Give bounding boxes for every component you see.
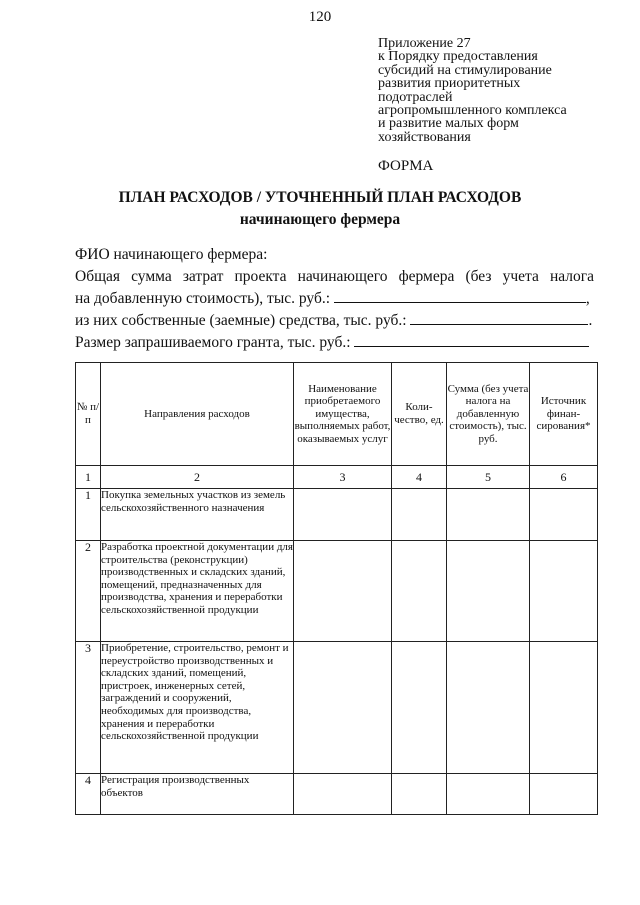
document-title (0, 187, 640, 231)
table-row (76, 774, 598, 815)
total-cost-line-2 (75, 288, 594, 310)
table-header-row (76, 363, 598, 466)
expense-plan-table (75, 362, 598, 815)
appendix-line: агропромышленного комплекса (378, 103, 567, 119)
appendix-line: субсидий на стимулирование (378, 62, 552, 78)
funding-source-cell[interactable] (530, 774, 598, 815)
total-cost-label: на добавленную стоимость), тыс. руб.: (75, 290, 331, 307)
quantity-cell[interactable] (392, 541, 447, 642)
item-name-cell[interactable] (294, 541, 392, 642)
amount-cell[interactable] (447, 774, 530, 815)
fio-field: ФИО начинающего фермера: (75, 246, 268, 263)
page-number: 120 (308, 9, 332, 25)
grant-blank[interactable] (354, 332, 589, 347)
amount-cell[interactable] (447, 541, 530, 642)
word: учета (502, 268, 539, 285)
column-number: 2 (101, 466, 294, 489)
row-number: 2 (76, 541, 101, 642)
appendix-line: хозяйствования (378, 129, 471, 145)
word: начинающего (297, 268, 388, 285)
item-name-cell[interactable] (294, 489, 392, 541)
own-funds-blank[interactable] (410, 310, 588, 325)
appendix-line: подотраслей (378, 89, 453, 105)
appendix-line: Приложение 27 (378, 36, 471, 51)
own-funds-end: . (588, 312, 593, 329)
word: сумма (131, 268, 172, 285)
column-number: 5 (447, 466, 530, 489)
header-item-name: Наименование приобретаемого имущества, выполняемых работ, оказываемых услуг (294, 363, 392, 466)
column-number: 1 (76, 466, 101, 489)
row-description: Приобретение, строительство, ремонт и переустройство производственных и складских зданий, помещений, пристроек, инженерных сетей, заграждений и сооружений, необходимых для производства, хранения и переработки сельскохозяйственной продукции (101, 642, 294, 774)
column-number: 6 (530, 466, 598, 489)
form-label: ФОРМА (378, 158, 434, 174)
funding-source-cell[interactable] (530, 489, 598, 541)
item-name-cell[interactable] (294, 774, 392, 815)
funding-source-cell[interactable] (530, 642, 598, 774)
table-row (76, 642, 598, 774)
word: Общая (75, 268, 121, 285)
title-line-2: начинающего фермера (239, 211, 401, 228)
word: (без (465, 268, 492, 285)
header-quantity: Коли-чество, ед. (392, 363, 447, 466)
column-number: 4 (392, 466, 447, 489)
word: фермера (398, 268, 455, 285)
word: проекта (234, 268, 287, 285)
column-number-row (76, 466, 598, 489)
row-number: 1 (76, 489, 101, 541)
row-number: 3 (76, 642, 101, 774)
header-direction: Направления расходов (101, 363, 294, 466)
own-funds-line (75, 310, 594, 332)
applicant-fields (75, 244, 594, 354)
table-row (76, 541, 598, 642)
amount-cell[interactable] (447, 489, 530, 541)
own-funds-label: из них собственные (заемные) средства, тыс. руб.: (75, 312, 407, 329)
appendix-line: развития приоритетных (378, 76, 521, 92)
table-row (76, 489, 598, 541)
total-cost-line-1 (75, 266, 594, 288)
funding-source-cell[interactable] (530, 541, 598, 642)
title-line-1: ПЛАН РАСХОДОВ / УТОЧНЕННЫЙ ПЛАН РАСХОДОВ (118, 189, 522, 206)
appendix-line: к Порядку предоставления (378, 49, 538, 65)
header-funding-source: Источник финан-сирования* (530, 363, 598, 466)
column-number: 3 (294, 466, 392, 489)
quantity-cell[interactable] (392, 489, 447, 541)
row-description: Разработка проектной документации для строительства (реконструкции) производственных и складских зданий, помещений, предназначенных для производства, хранения и переработки сельскохозяйственной продукции (101, 541, 294, 642)
header-amount: Сумма (без учета налога на добавленную стоимость), тыс. руб. (447, 363, 530, 466)
quantity-cell[interactable] (392, 642, 447, 774)
appendix-reference (378, 37, 628, 144)
word: налога (549, 268, 594, 285)
amount-cell[interactable] (447, 642, 530, 774)
row-description: Покупка земельных участков из земель сельскохозяйственного назначения (101, 489, 294, 541)
grant-label: Размер запрашиваемого гранта, тыс. руб.: (75, 334, 351, 351)
appendix-line: и развитие малых форм (378, 116, 519, 132)
quantity-cell[interactable] (392, 774, 447, 815)
item-name-cell[interactable] (294, 642, 392, 774)
row-description: Регистрация производственных объектов (101, 774, 294, 815)
header-index: № п/п (76, 363, 101, 466)
row-number: 4 (76, 774, 101, 815)
total-cost-end: , (585, 290, 590, 307)
grant-line (75, 332, 594, 354)
word: затрат (182, 268, 224, 285)
total-cost-blank[interactable] (334, 288, 586, 303)
